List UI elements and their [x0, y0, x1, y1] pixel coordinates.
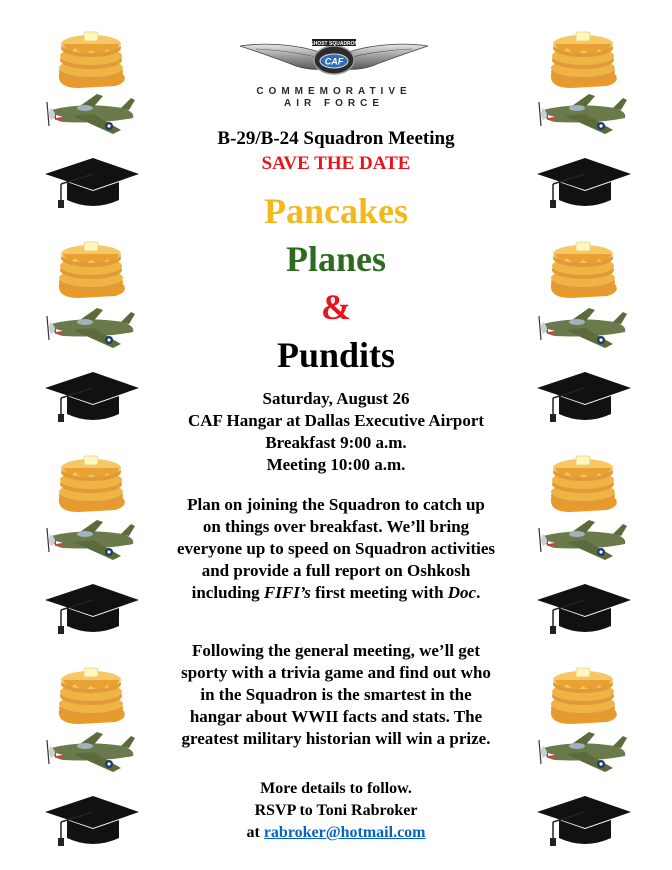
theme-word-pundits: Pundits	[276, 335, 396, 375]
paragraph-line	[150, 582, 522, 604]
event-location: CAF Hangar at Dallas Executive Airport	[187, 411, 485, 430]
event-breakfast-time: Breakfast 9:00 a.m.	[265, 433, 407, 452]
text-fragment: including	[191, 583, 264, 602]
theme-word-planes: Planes	[285, 239, 386, 279]
paragraph-line: sporty with a trivia game and find out who	[181, 663, 491, 682]
footer	[150, 778, 522, 844]
paragraph-line: everyone up to speed on Squadron activities	[177, 539, 495, 558]
paragraph-line: in the Squadron is the smartest in the	[200, 685, 472, 704]
text-fragment: .	[476, 583, 481, 602]
paragraph-line: Plan on joining the Squadron to catch up	[187, 495, 485, 514]
pancake-stack-icon	[36, 446, 146, 516]
fighter-plane-icon	[36, 304, 146, 354]
pancake-stack-icon	[528, 232, 638, 302]
fighter-plane-icon	[528, 90, 638, 140]
aircraft-name-doc: Doc	[447, 583, 477, 602]
paragraph-line: greatest military historian will win a prize.	[181, 729, 491, 748]
paragraph-line: and provide a full report on Oshkosh	[201, 561, 471, 580]
email-prefix: at	[246, 824, 264, 841]
pancake-stack-icon	[528, 658, 638, 728]
left-decoration-column	[36, 0, 146, 870]
pancake-stack-icon	[528, 446, 638, 516]
graduation-cap-icon	[36, 368, 146, 430]
email-link[interactable]: rabroker@hotmail.com	[263, 824, 426, 841]
logo-line-2: AIR FORCE	[284, 98, 384, 109]
paragraph-line: on things over breakfast. We’ll bring	[202, 517, 470, 536]
paragraph-trivia	[150, 640, 522, 750]
email-line	[150, 822, 522, 844]
paragraph-line: hangar about WWII facts and stats. The	[189, 707, 483, 726]
right-decoration-column	[528, 0, 638, 870]
paragraph-breakfast	[150, 494, 522, 604]
fighter-plane-icon	[36, 90, 146, 140]
graduation-cap-icon	[528, 580, 638, 642]
fighter-plane-icon	[528, 728, 638, 778]
pancake-stack-icon	[528, 22, 638, 92]
event-details	[150, 388, 522, 476]
theme-ampersand: &	[321, 287, 351, 327]
caf-wings-logo	[236, 36, 432, 86]
event-date: Saturday, August 26	[262, 389, 410, 408]
logo-line-1: COMMEMORATIVE	[256, 86, 412, 97]
aircraft-name-fifi: FIFI’s	[263, 583, 311, 602]
logo-badge-text: CAF	[324, 56, 344, 67]
pancake-stack-icon	[36, 232, 146, 302]
more-details: More details to follow.	[260, 780, 412, 797]
text-fragment: first meeting with	[310, 583, 448, 602]
pancake-stack-icon	[36, 658, 146, 728]
meeting-title: B-29/B-24 Squadron Meeting	[217, 128, 455, 149]
caf-logo	[236, 36, 432, 116]
rsvp-line: RSVP to Toni Rabroker	[254, 802, 418, 819]
paragraph-line: Following the general meeting, we’ll get	[192, 641, 480, 660]
fighter-plane-icon	[528, 516, 638, 566]
pancake-stack-icon	[36, 22, 146, 92]
graduation-cap-icon	[36, 580, 146, 642]
graduation-cap-icon	[36, 154, 146, 216]
logo-banner-text: GHOST SQUADRON	[309, 41, 359, 47]
theme-word-pancakes: Pancakes	[264, 191, 408, 231]
save-the-date: SAVE THE DATE	[261, 153, 411, 174]
event-meeting-time: Meeting 10:00 a.m.	[266, 455, 406, 474]
fighter-plane-icon	[36, 728, 146, 778]
graduation-cap-icon	[36, 792, 146, 854]
graduation-cap-icon	[528, 368, 638, 430]
fighter-plane-icon	[528, 304, 638, 354]
graduation-cap-icon	[528, 792, 638, 854]
fighter-plane-icon	[36, 516, 146, 566]
graduation-cap-icon	[528, 154, 638, 216]
